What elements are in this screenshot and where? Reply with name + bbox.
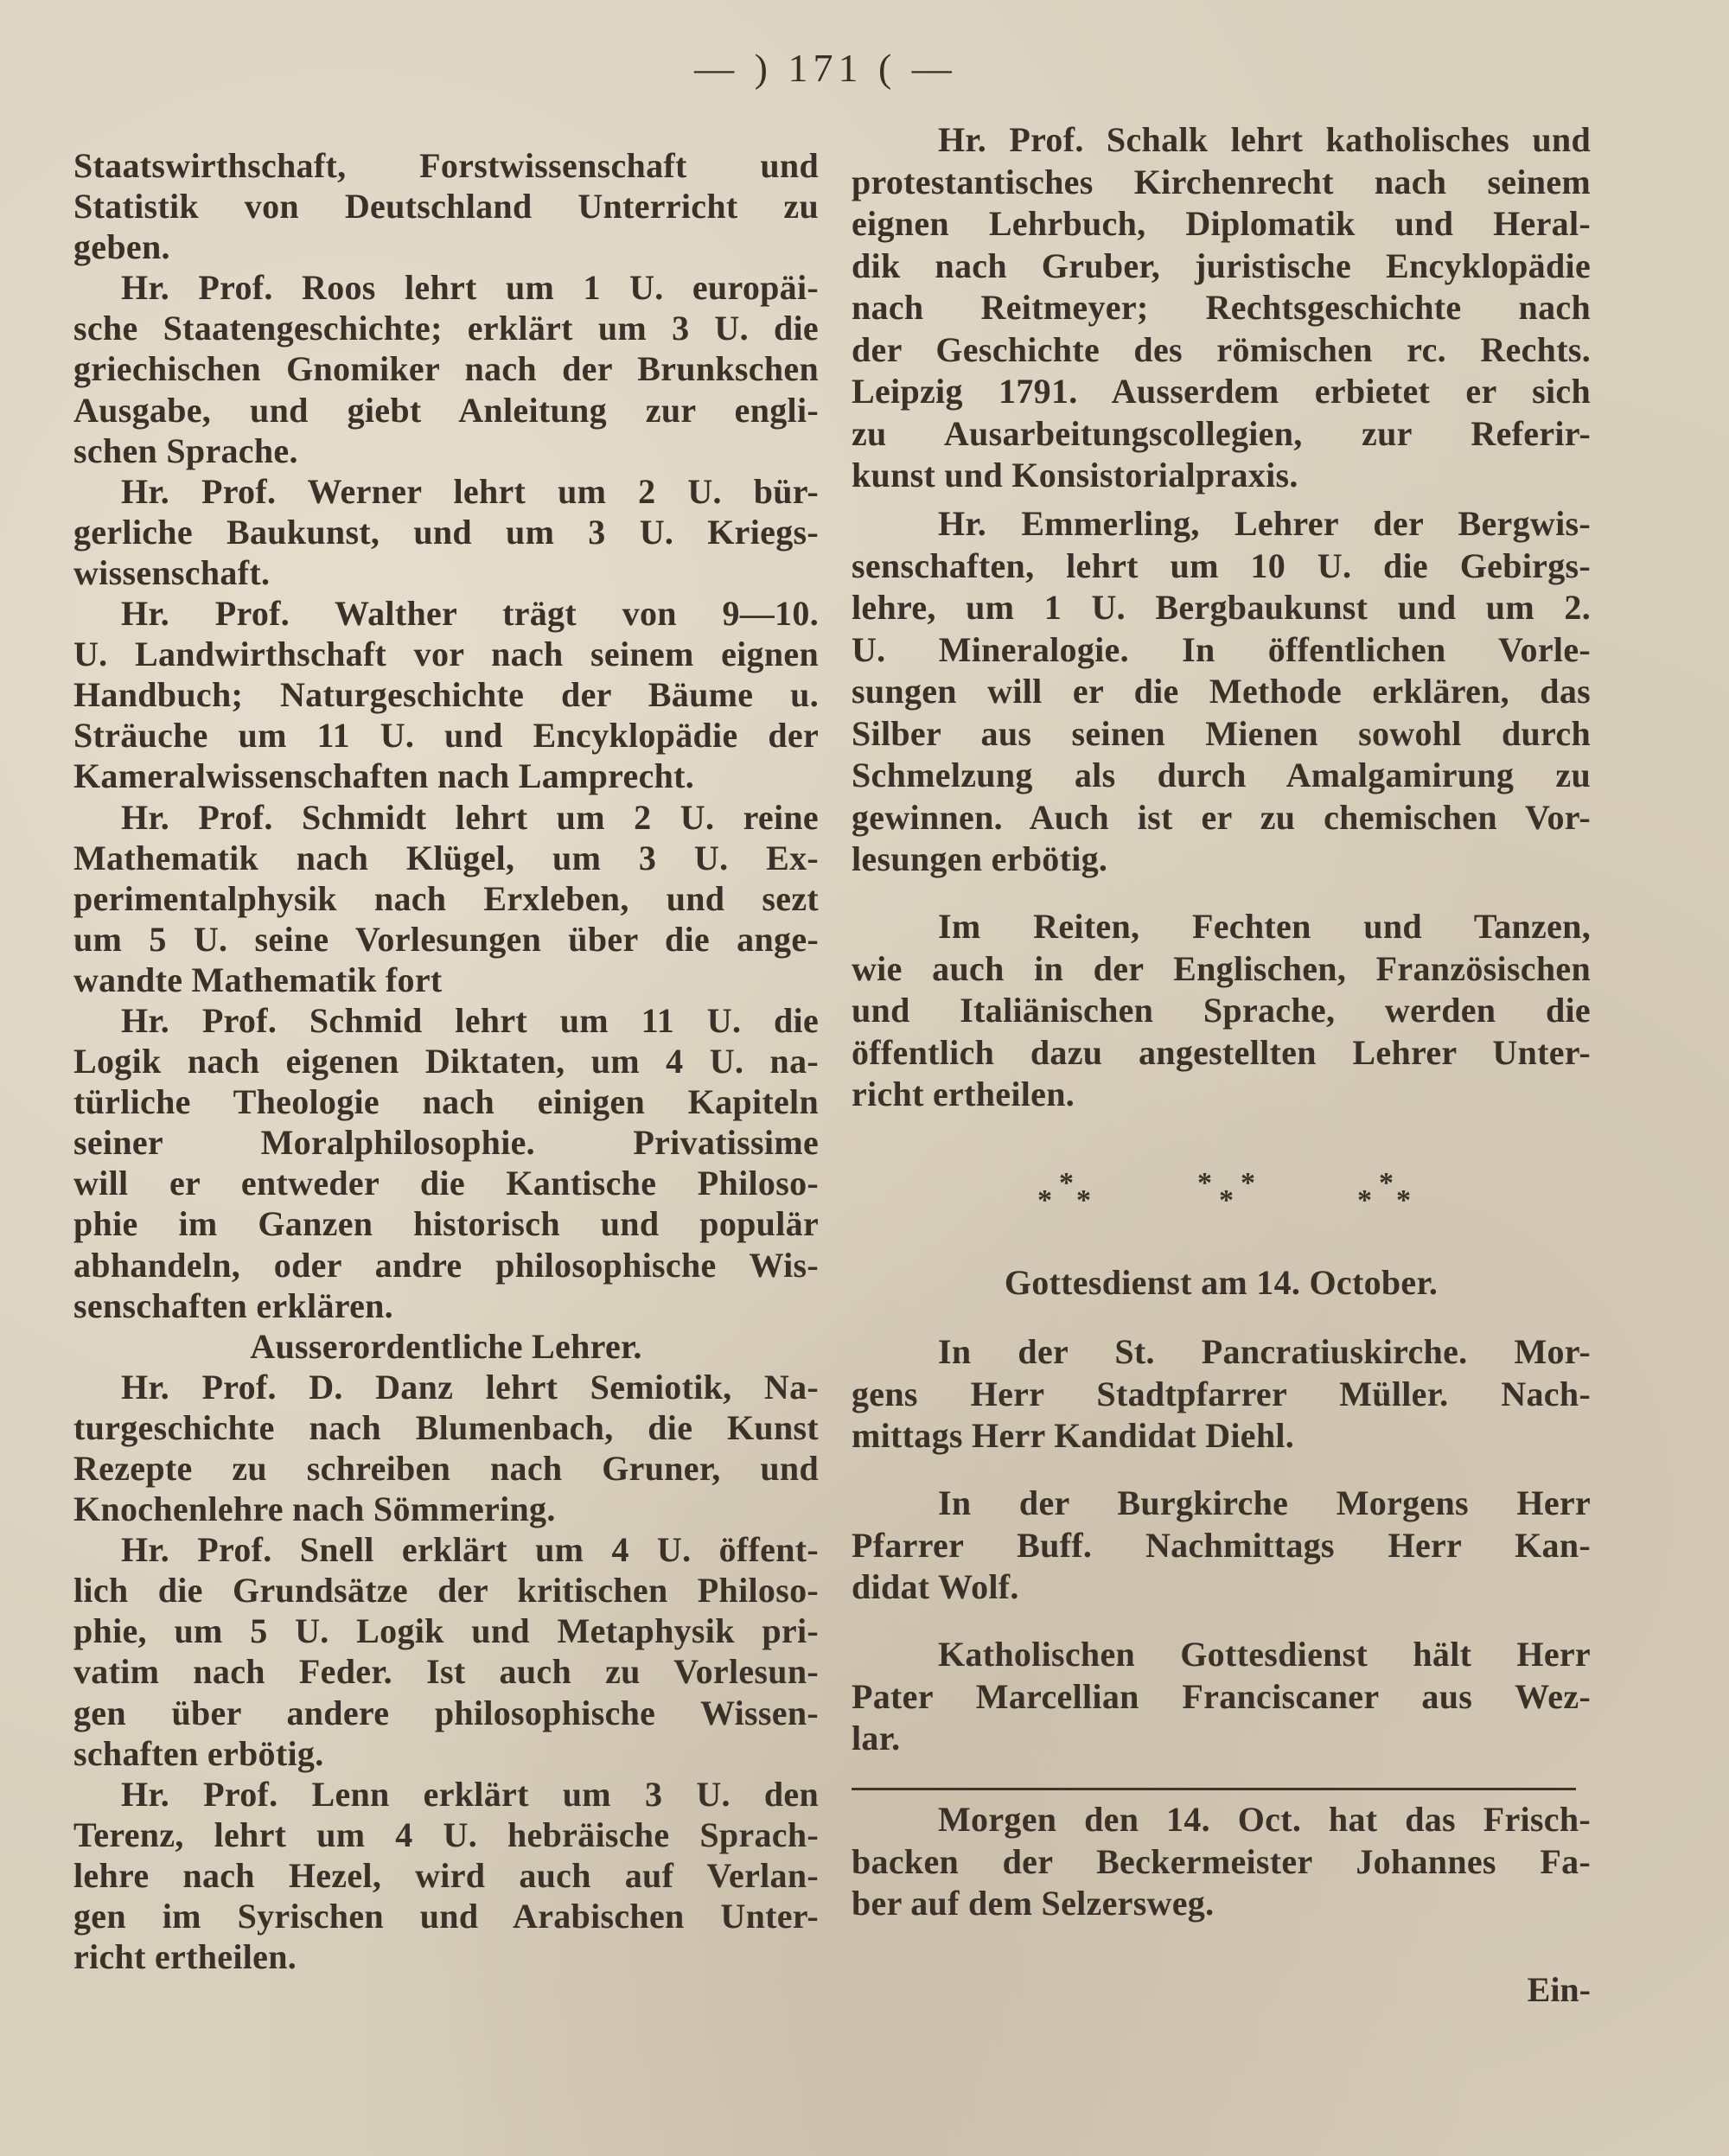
text-line: Pfarrer Buff. Nachmittags Herr Kan- xyxy=(852,1525,1591,1565)
text-line: Hr. Prof. Walther trägt von 9—10. xyxy=(121,594,819,634)
text-line: der Geschichte des römischen rc. Rechts. xyxy=(852,329,1591,369)
text-line: dik nach Gruber, juristische Encyklopädie xyxy=(852,246,1591,285)
horizontal-rule xyxy=(852,1788,1576,1790)
text-line: Knochenlehre nach Sömmering. xyxy=(73,1489,556,1529)
text-line: seiner Moralphilosophie. Privatissime xyxy=(73,1123,819,1163)
text-line: Katholischen Gottesdienst hält Herr xyxy=(938,1635,1591,1674)
text-line: Hr. Prof. Roos lehrt um 1 U. europäi- xyxy=(121,268,819,308)
text-line: Im Reiten, Fechten und Tanzen, xyxy=(938,907,1591,946)
asterism-icon: * * * xyxy=(1197,1167,1255,1216)
text-line: Hr. Emmerling, Lehrer der Bergwis- xyxy=(938,504,1591,543)
paragraph xyxy=(73,145,819,267)
text-line: Logik nach eigenen Diktaten, um 4 U. na- xyxy=(73,1042,819,1081)
text-line: Hr. Prof. Schmid lehrt um 11 U. die xyxy=(121,1000,819,1040)
text-line: In der Burgkirche Morgens Herr xyxy=(938,1483,1591,1522)
text-line: wissenschaft. xyxy=(73,552,271,592)
paragraph xyxy=(73,1774,819,1977)
text-line: sungen will er die Methode erklären, das xyxy=(852,672,1591,711)
text-line: Hr. Prof. Schmidt lehrt um 2 U. reine xyxy=(121,797,819,837)
text-line: Silber aus seinen Mienen sowohl durch xyxy=(852,713,1591,753)
text-line: Hr. Prof. Snell erklärt um 4 U. öffent- xyxy=(121,1530,819,1570)
text-line: backen der Beckermeister Johannes Fa- xyxy=(852,1841,1591,1881)
text-line: öffentlich dazu angestellten Lehrer Unter- xyxy=(852,1032,1591,1072)
paragraph xyxy=(73,797,819,1000)
asterism-icon: * * * xyxy=(1037,1167,1091,1216)
section-heading xyxy=(73,1326,819,1367)
text-line: senschaften erklären. xyxy=(73,1285,393,1325)
text-line: Handbuch; Naturgeschichte der Bäume u. xyxy=(73,675,819,715)
text-line: In der St. Pancratiuskirche. Mor- xyxy=(938,1332,1591,1371)
text-line: Schmelzung als durch Amalgamirung zu xyxy=(852,756,1591,794)
text-line: will er entweder die Kantische Philoso- xyxy=(73,1164,819,1203)
text-line: geben. xyxy=(73,227,170,267)
asterism-icon: * * * xyxy=(1357,1167,1411,1216)
text-line: ber auf dem Selzersweg. xyxy=(852,1884,1215,1923)
heading-text: Gottesdienst am 14. October. xyxy=(1004,1263,1439,1302)
text-line: Pater Marcellian Franciscaner aus Wez- xyxy=(852,1676,1591,1716)
section-heading-gottesdienst xyxy=(852,1262,1591,1304)
text-line: phie, um 5 U. Logik und Metaphysik pri- xyxy=(73,1611,819,1651)
text-line: Hr. Prof. Werner lehrt um 2 U. bür- xyxy=(121,471,819,511)
text-line: gewinnen. Auch ist er zu chemischen Vor- xyxy=(852,797,1591,837)
text-line: Kameralwissenschaften nach Lamprecht. xyxy=(73,756,695,796)
text-line: zu Ausarbeitungscollegien, zur Referir- xyxy=(852,413,1591,453)
paragraph-catholic-service xyxy=(852,1634,1591,1760)
paragraph-languages-riding xyxy=(852,906,1591,1116)
paragraph-burgkirche xyxy=(852,1483,1591,1609)
text-line: richt ertheilen. xyxy=(73,1937,297,1977)
text-line: Ausgabe, und giebt Anleitung zur engli- xyxy=(73,390,819,430)
text-line: wie auch in der Englischen, Französischen xyxy=(852,948,1591,988)
text-line: lar. xyxy=(852,1719,901,1757)
text-line: Leipzig 1791. Ausserdem erbietet er sich xyxy=(852,372,1591,411)
text-line: protestantisches Kirchenrecht nach seinem xyxy=(852,162,1591,201)
text-line: didat Wolf. xyxy=(852,1567,1019,1606)
text-line: Hr. Prof. Schalk lehrt katholisches und xyxy=(938,120,1591,159)
paragraph xyxy=(73,267,819,470)
paragraph xyxy=(73,1000,819,1326)
text-line: Hr. Prof. Lenn erklärt um 3 U. den xyxy=(121,1774,819,1814)
text-line: Rezepte zu schreiben nach Gruner, und xyxy=(73,1449,819,1488)
text-line: Ausserordentliche Lehrer. xyxy=(250,1326,642,1366)
text-line: senschaften, lehrt um 10 U. die Gebirgs- xyxy=(852,545,1591,585)
text-line: lesungen erbötig. xyxy=(852,839,1108,878)
text-line: sche Staatengeschichte; erklärt um 3 U. die xyxy=(73,309,819,348)
catchword: Ein- xyxy=(1527,1970,1591,2009)
text-line: richt ertheilen. xyxy=(852,1075,1075,1113)
text-line: lich die Grundsätze der kritischen Philoso- xyxy=(73,1571,819,1611)
text-line: U. Mineralogie. In öffentlichen Vorle- xyxy=(852,629,1591,669)
text-line: gerliche Baukunst, und um 3 U. Kriegs- xyxy=(73,512,819,552)
paragraph-baker-notice xyxy=(852,1799,1591,1925)
text-line: phie im Ganzen historisch und populär xyxy=(73,1204,819,1244)
text-line: gen im Syrischen und Arabischen Unter- xyxy=(73,1897,819,1936)
page-header: — ) 171 ( — xyxy=(694,46,957,90)
text-line: um 5 U. seine Vorlesungen über die ange- xyxy=(73,919,819,959)
text-line: schaften erbötig. xyxy=(73,1733,324,1773)
text-line: gens Herr Stadtpfarrer Müller. Nach- xyxy=(852,1374,1591,1413)
text-line: abhandeln, oder andre philosophische Wis- xyxy=(73,1245,819,1285)
paragraph-schalk xyxy=(852,119,1591,497)
text-line: U. Landwirthschaft vor nach seinem eignen xyxy=(73,635,819,674)
text-line: lehre, um 1 U. Bergbaukunst und um 2. xyxy=(852,588,1591,627)
text-line: lehre nach Hezel, wird auch auf Verlan- xyxy=(73,1855,819,1895)
left-column xyxy=(73,145,819,1977)
paragraph-pancratiuskirche xyxy=(852,1331,1591,1458)
text-line: türliche Theologie nach einigen Kapiteln xyxy=(73,1082,819,1122)
paragraph xyxy=(73,471,819,593)
asterism-divider xyxy=(1037,1167,1426,1219)
text-line: Morgen den 14. Oct. hat das Frisch- xyxy=(938,1800,1591,1839)
text-line: und Italiänischen Sprache, werden die xyxy=(852,991,1591,1030)
text-line: perimentalphysik nach Erxleben, und sezt xyxy=(73,878,819,918)
paragraph xyxy=(73,593,819,796)
paragraph xyxy=(73,1367,819,1529)
text-line: gen über andere philosophische Wissen- xyxy=(73,1693,819,1732)
text-line: Mathematik nach Klügel, um 3 U. Ex- xyxy=(73,838,819,877)
text-line: Sträuche um 11 U. und Encyklopädie der xyxy=(73,716,819,756)
text-line: nach Reitmeyer; Rechtsgeschichte nach xyxy=(852,288,1591,327)
text-line: eignen Lehrbuch, Diplomatik und Heral- xyxy=(852,204,1591,243)
paragraph xyxy=(73,1529,819,1774)
text-line: wandte Mathematik fort xyxy=(73,960,443,999)
text-line: griechischen Gnomiker nach der Brunkschen xyxy=(73,349,819,389)
text-line: kunst und Konsistorialpraxis. xyxy=(852,456,1298,494)
text-line: Hr. Prof. D. Danz lehrt Semiotik, Na- xyxy=(121,1367,819,1407)
paragraph-emmerling xyxy=(852,503,1591,881)
text-line: Staatswirthschaft, Forstwissenschaft und xyxy=(73,146,819,185)
text-line: turgeschichte nach Blumenbach, die Kunst xyxy=(73,1407,819,1447)
text-line: Terenz, lehrt um 4 U. hebräische Sprach- xyxy=(73,1815,819,1854)
text-line: vatim nach Feder. Ist auch zu Vorlesun- xyxy=(73,1652,819,1692)
text-line: schen Sprache. xyxy=(73,431,298,470)
text-line: Statistik von Deutschland Unterricht zu xyxy=(73,187,819,226)
text-line: mittags Herr Kandidat Diehl. xyxy=(852,1416,1295,1455)
